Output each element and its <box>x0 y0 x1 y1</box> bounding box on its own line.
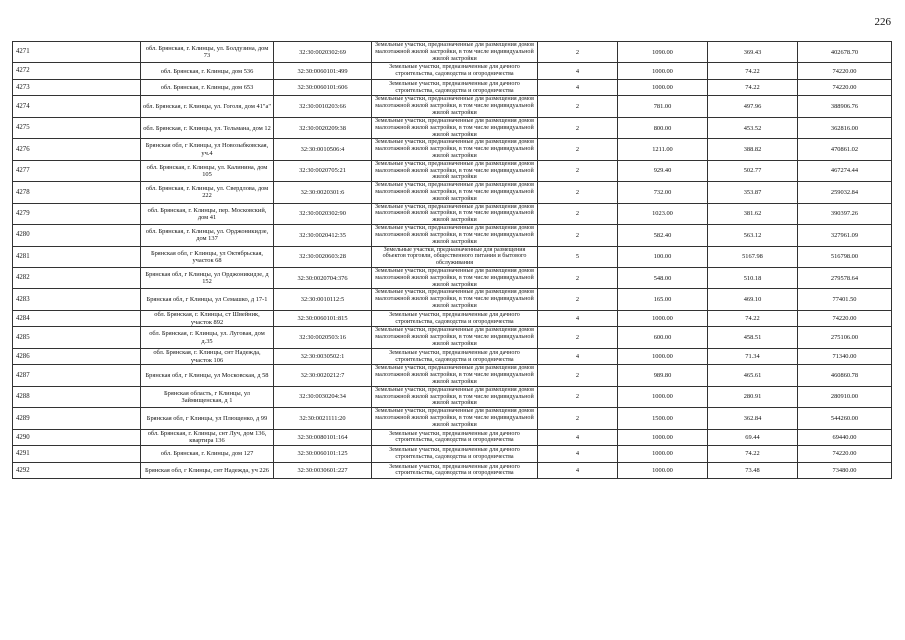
table-row <box>13 117 892 138</box>
area-cell: 1000.00 <box>618 348 708 365</box>
group-cell: 4 <box>538 310 618 327</box>
cadastral-number-cell: 32:30:0030502:1 <box>274 348 372 365</box>
table-row <box>13 348 892 365</box>
area-cell: 1000.00 <box>618 386 708 407</box>
record-number: 4288 <box>13 386 141 407</box>
address-cell: Брянская обл, г Клинцы, ул Плющенко, д 99 <box>141 408 274 429</box>
table-row <box>13 203 892 224</box>
address-cell: Брянская обл, г Клинцы, ул Семашко, д 17-1 <box>141 289 274 310</box>
group-cell: 2 <box>538 289 618 310</box>
land-use-cell: Земельные участки, предназначенные для размещения домов малоэтажной жилой застройки, в том числе индивидуальной жилой застройки <box>372 327 538 348</box>
record-number: 4274 <box>13 96 141 117</box>
cadastral-number-cell: 32:30:0020412:35 <box>274 225 372 246</box>
land-use-cell: Земельные участки, предназначенные для размещения объектов торговли, общественного питания и бытового обслуживания <box>372 246 538 267</box>
land-registry-table <box>12 41 892 479</box>
rate-cell: 5167.98 <box>708 246 798 267</box>
rate-cell: 74.22 <box>708 446 798 463</box>
land-use-cell: Земельные участки, предназначенные для размещения домов малоэтажной жилой застройки, в том числе индивидуальной жилой застройки <box>372 139 538 160</box>
cadastral-number-cell: 32:30:0060101:815 <box>274 310 372 327</box>
area-cell: 732.00 <box>618 182 708 203</box>
table-row <box>13 63 892 80</box>
rate-cell: 469.10 <box>708 289 798 310</box>
land-use-cell: Земельные участки, предназначенные для размещения домов малоэтажной жилой застройки, в том числе индивидуальной жилой застройки <box>372 96 538 117</box>
record-number: 4273 <box>13 79 141 96</box>
table-row <box>13 79 892 96</box>
rate-cell: 353.87 <box>708 182 798 203</box>
table-body <box>13 42 892 479</box>
area-cell: 548.00 <box>618 267 708 288</box>
address-cell: обл. Брянская, г. Клинцы, дом 653 <box>141 79 274 96</box>
address-cell: обл. Брянская, г. Клинцы, ул. Луговая, дом д.35 <box>141 327 274 348</box>
table-row <box>13 446 892 463</box>
table-row <box>13 327 892 348</box>
record-number: 4285 <box>13 327 141 348</box>
table-row <box>13 365 892 386</box>
record-number: 4276 <box>13 139 141 160</box>
group-cell: 2 <box>538 225 618 246</box>
table-row <box>13 267 892 288</box>
cadastral-number-cell: 32:30:0030204:34 <box>274 386 372 407</box>
address-cell: обл. Брянская, г. Клинцы, ст Швейник, участок 892 <box>141 310 274 327</box>
land-use-cell: Земельные участки, предназначенные для размещения домов малоэтажной жилой застройки, в том числе индивидуальной жилой застройки <box>372 42 538 63</box>
cadastral-number-cell: 32:30:0020302:90 <box>274 203 372 224</box>
cadastral-value-cell: 327961.09 <box>798 225 892 246</box>
land-use-cell: Земельные участки, предназначенные для дачного строительства, садоводства и огородничества <box>372 79 538 96</box>
land-use-cell: Земельные участки, предназначенные для размещения домов малоэтажной жилой застройки, в том числе индивидуальной жилой застройки <box>372 386 538 407</box>
cadastral-value-cell: 69440.00 <box>798 429 892 446</box>
table-row <box>13 160 892 181</box>
cadastral-value-cell: 390397.26 <box>798 203 892 224</box>
address-cell: обл. Брянская, г. Клинцы, дом 127 <box>141 446 274 463</box>
group-cell: 4 <box>538 429 618 446</box>
table-row <box>13 96 892 117</box>
group-cell: 2 <box>538 203 618 224</box>
group-cell: 2 <box>538 386 618 407</box>
cadastral-value-cell: 460860.78 <box>798 365 892 386</box>
group-cell: 4 <box>538 348 618 365</box>
cadastral-number-cell: 32:30:0020302:69 <box>274 42 372 63</box>
area-cell: 1000.00 <box>618 446 708 463</box>
rate-cell: 74.22 <box>708 63 798 80</box>
address-cell: обл. Брянская, г. Клинцы, снт Луч, дом 136, квартира 136 <box>141 429 274 446</box>
rate-cell: 74.22 <box>708 310 798 327</box>
group-cell: 4 <box>538 79 618 96</box>
record-number: 4277 <box>13 160 141 181</box>
cadastral-number-cell: 32:30:0020301:6 <box>274 182 372 203</box>
cadastral-value-cell: 470861.02 <box>798 139 892 160</box>
record-number: 4272 <box>13 63 141 80</box>
rate-cell: 369.43 <box>708 42 798 63</box>
group-cell: 2 <box>538 182 618 203</box>
cadastral-value-cell: 516798.00 <box>798 246 892 267</box>
group-cell: 4 <box>538 63 618 80</box>
land-use-cell: Земельные участки, предназначенные для размещения домов малоэтажной жилой застройки, в том числе индивидуальной жилой застройки <box>372 289 538 310</box>
cadastral-value-cell: 279578.64 <box>798 267 892 288</box>
record-number: 4275 <box>13 117 141 138</box>
table-row <box>13 386 892 407</box>
land-use-cell: Земельные участки, предназначенные для дачного строительства, садоводства и огородничества <box>372 429 538 446</box>
address-cell: Брянская обл, г Клинцы, ул Новозыбковская, уч.4 <box>141 139 274 160</box>
rate-cell: 465.61 <box>708 365 798 386</box>
record-number: 4279 <box>13 203 141 224</box>
group-cell: 4 <box>538 446 618 463</box>
rate-cell: 280.91 <box>708 386 798 407</box>
area-cell: 1000.00 <box>618 310 708 327</box>
land-use-cell: Земельные участки, предназначенные для размещения домов малоэтажной жилой застройки, в том числе индивидуальной жилой застройки <box>372 225 538 246</box>
group-cell: 4 <box>538 462 618 479</box>
address-cell: обл. Брянская, г. Клинцы, ул. Орджоникидзе, дом 137 <box>141 225 274 246</box>
table-row <box>13 246 892 267</box>
rate-cell: 73.48 <box>708 462 798 479</box>
area-cell: 100.00 <box>618 246 708 267</box>
group-cell: 2 <box>538 267 618 288</box>
cadastral-value-cell: 71340.00 <box>798 348 892 365</box>
cadastral-number-cell: 32:30:0060101:499 <box>274 63 372 80</box>
cadastral-number-cell: 32:30:0020603:28 <box>274 246 372 267</box>
address-cell: обл. Брянская, г. Клинцы, ул. Тельмана, дом 12 <box>141 117 274 138</box>
cadastral-number-cell: 32:30:0010112:5 <box>274 289 372 310</box>
group-cell: 2 <box>538 408 618 429</box>
group-cell: 2 <box>538 139 618 160</box>
group-cell: 2 <box>538 117 618 138</box>
record-number: 4286 <box>13 348 141 365</box>
table-row <box>13 462 892 479</box>
land-use-cell: Земельные участки, предназначенные для размещения домов малоэтажной жилой застройки, в том числе индивидуальной жилой застройки <box>372 408 538 429</box>
page-number: 226 <box>874 16 891 28</box>
group-cell: 2 <box>538 42 618 63</box>
group-cell: 5 <box>538 246 618 267</box>
group-cell: 2 <box>538 365 618 386</box>
cadastral-number-cell: 32:30:0020704:376 <box>274 267 372 288</box>
record-number: 4290 <box>13 429 141 446</box>
cadastral-value-cell: 280910.00 <box>798 386 892 407</box>
cadastral-value-cell: 74220.00 <box>798 446 892 463</box>
table-row <box>13 408 892 429</box>
cadastral-number-cell: 32:30:0030601:227 <box>274 462 372 479</box>
cadastral-number-cell: 32:30:0010506:4 <box>274 139 372 160</box>
area-cell: 800.00 <box>618 117 708 138</box>
area-cell: 1000.00 <box>618 63 708 80</box>
address-cell: обл. Брянская, г. Клинцы, пер. Московский, дом 41 <box>141 203 274 224</box>
cadastral-value-cell: 402678.70 <box>798 42 892 63</box>
cadastral-number-cell: 32:30:0010203:66 <box>274 96 372 117</box>
record-number: 4278 <box>13 182 141 203</box>
record-number: 4283 <box>13 289 141 310</box>
cadastral-number-cell: 32:30:0080101:164 <box>274 429 372 446</box>
address-cell: Брянская обл, г Клинцы, снт Надежда, уч 226 <box>141 462 274 479</box>
area-cell: 582.40 <box>618 225 708 246</box>
area-cell: 1090.00 <box>618 42 708 63</box>
area-cell: 1000.00 <box>618 429 708 446</box>
land-use-cell: Земельные участки, предназначенные для дачного строительства, садоводства и огородничества <box>372 462 538 479</box>
group-cell: 2 <box>538 160 618 181</box>
address-cell: обл. Брянская, г. Клинцы, ул. Болдузина, дом 73 <box>141 42 274 63</box>
rate-cell: 510.18 <box>708 267 798 288</box>
rate-cell: 453.52 <box>708 117 798 138</box>
rate-cell: 458.51 <box>708 327 798 348</box>
cadastral-value-cell: 74220.00 <box>798 79 892 96</box>
record-number: 4292 <box>13 462 141 479</box>
rate-cell: 502.77 <box>708 160 798 181</box>
land-use-cell: Земельные участки, предназначенные для дачного строительства, садоводства и огородничества <box>372 310 538 327</box>
land-use-cell: Земельные участки, предназначенные для дачного строительства, садоводства и огородничества <box>372 63 538 80</box>
area-cell: 929.40 <box>618 160 708 181</box>
area-cell: 1000.00 <box>618 79 708 96</box>
land-use-cell: Земельные участки, предназначенные для размещения домов малоэтажной жилой застройки, в том числе индивидуальной жилой застройки <box>372 365 538 386</box>
cadastral-value-cell: 275106.00 <box>798 327 892 348</box>
address-cell: Брянская обл, г Клинцы, ул Октябрьская, участок 68 <box>141 246 274 267</box>
area-cell: 1500.00 <box>618 408 708 429</box>
table-row <box>13 42 892 63</box>
land-use-cell: Земельные участки, предназначенные для размещения домов малоэтажной жилой застройки, в том числе индивидуальной жилой застройки <box>372 182 538 203</box>
record-number: 4284 <box>13 310 141 327</box>
cadastral-number-cell: 32:30:0060101:125 <box>274 446 372 463</box>
cadastral-value-cell: 362816.00 <box>798 117 892 138</box>
address-cell: Брянская обл, г Клинцы, ул Орджоникидзе, д 152 <box>141 267 274 288</box>
record-number: 4291 <box>13 446 141 463</box>
cadastral-value-cell: 259032.84 <box>798 182 892 203</box>
cadastral-number-cell: 32:30:0020503:16 <box>274 327 372 348</box>
cadastral-value-cell: 74220.00 <box>798 63 892 80</box>
area-cell: 165.00 <box>618 289 708 310</box>
rate-cell: 381.62 <box>708 203 798 224</box>
table-row <box>13 289 892 310</box>
rate-cell: 497.96 <box>708 96 798 117</box>
cadastral-number-cell: 32:30:0021111:20 <box>274 408 372 429</box>
area-cell: 600.00 <box>618 327 708 348</box>
area-cell: 989.80 <box>618 365 708 386</box>
land-use-cell: Земельные участки, предназначенные для размещения домов малоэтажной жилой застройки, в том числе индивидуальной жилой застройки <box>372 267 538 288</box>
cadastral-number-cell: 32:30:0020705:21 <box>274 160 372 181</box>
cadastral-value-cell: 544260.00 <box>798 408 892 429</box>
cadastral-value-cell: 77401.50 <box>798 289 892 310</box>
rate-cell: 362.84 <box>708 408 798 429</box>
address-cell: Брянская область, г Клинцы, ул Займищенская, д 1 <box>141 386 274 407</box>
address-cell: обл. Брянская, г. Клинцы, дом 536 <box>141 63 274 80</box>
address-cell: обл. Брянская, г. Клинцы, ул. Калинина, дом 105 <box>141 160 274 181</box>
land-use-cell: Земельные участки, предназначенные для размещения домов малоэтажной жилой застройки, в том числе индивидуальной жилой застройки <box>372 203 538 224</box>
rate-cell: 388.82 <box>708 139 798 160</box>
record-number: 4271 <box>13 42 141 63</box>
record-number: 4289 <box>13 408 141 429</box>
address-cell: Брянская обл, г Клинцы, ул Московская, д 58 <box>141 365 274 386</box>
table-row <box>13 182 892 203</box>
area-cell: 1000.00 <box>618 462 708 479</box>
record-number: 4281 <box>13 246 141 267</box>
record-number: 4280 <box>13 225 141 246</box>
cadastral-value-cell: 73480.00 <box>798 462 892 479</box>
land-use-cell: Земельные участки, предназначенные для размещения домов малоэтажной жилой застройки, в том числе индивидуальной жилой застройки <box>372 117 538 138</box>
cadastral-value-cell: 74220.00 <box>798 310 892 327</box>
land-use-cell: Земельные участки, предназначенные для дачного строительства, садоводства и огородничества <box>372 446 538 463</box>
area-cell: 1211.00 <box>618 139 708 160</box>
cadastral-value-cell: 388906.76 <box>798 96 892 117</box>
address-cell: обл. Брянская, г. Клинцы, ул. Свердлова, дом 222 <box>141 182 274 203</box>
cadastral-number-cell: 32:30:0020212:7 <box>274 365 372 386</box>
table-row <box>13 139 892 160</box>
table-row <box>13 225 892 246</box>
land-use-cell: Земельные участки, предназначенные для дачного строительства, садоводства и огородничества <box>372 348 538 365</box>
area-cell: 781.00 <box>618 96 708 117</box>
group-cell: 2 <box>538 96 618 117</box>
group-cell: 2 <box>538 327 618 348</box>
address-cell: обл. Брянская, г. Клинцы, ул. Гоголя, дом 41"а" <box>141 96 274 117</box>
table-row <box>13 429 892 446</box>
cadastral-value-cell: 467274.44 <box>798 160 892 181</box>
record-number: 4282 <box>13 267 141 288</box>
rate-cell: 71.34 <box>708 348 798 365</box>
rate-cell: 69.44 <box>708 429 798 446</box>
address-cell: обл. Брянская, г. Клинцы, снт Надежда, участок 106 <box>141 348 274 365</box>
land-use-cell: Земельные участки, предназначенные для размещения домов малоэтажной жилой застройки, в том числе индивидуальной жилой застройки <box>372 160 538 181</box>
area-cell: 1023.00 <box>618 203 708 224</box>
cadastral-number-cell: 32:30:0020209:38 <box>274 117 372 138</box>
cadastral-number-cell: 32:30:0060101:606 <box>274 79 372 96</box>
table-row <box>13 310 892 327</box>
rate-cell: 74.22 <box>708 79 798 96</box>
rate-cell: 563.12 <box>708 225 798 246</box>
record-number: 4287 <box>13 365 141 386</box>
